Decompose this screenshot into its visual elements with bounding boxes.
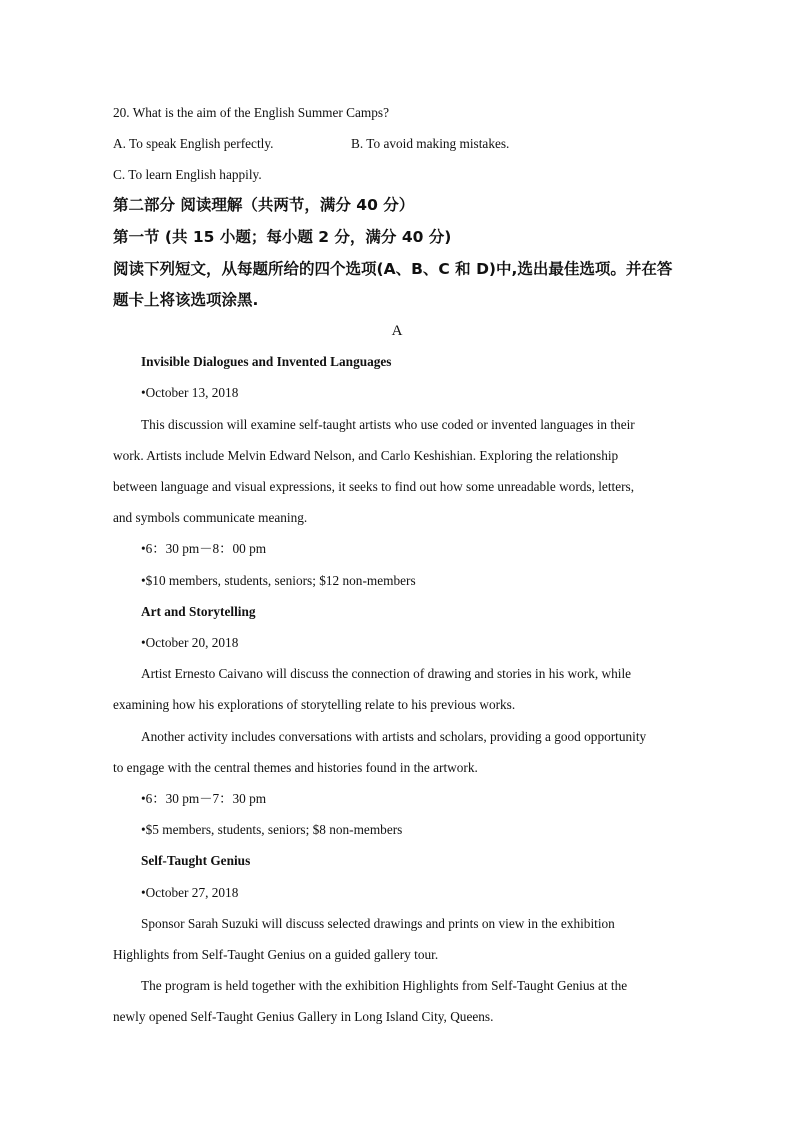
event-time: •6：30 pm－8：00 pm bbox=[141, 541, 267, 556]
event-price: •$10 members, students, seniors; $12 non-members bbox=[141, 573, 416, 588]
paragraph-line: Sponsor Sarah Suzuki will discuss selected drawings and prints on view in the exhibition bbox=[141, 916, 615, 931]
subsection-title: 第一节 (共 15 小题；每小题 2 分，满分 40 分) bbox=[113, 228, 452, 246]
option-c: C. To learn English happily. bbox=[113, 167, 262, 182]
paragraph-line: This discussion will examine self-taught artists who use coded or invented languages in their bbox=[141, 417, 635, 432]
option-a: A. To speak English perfectly. bbox=[113, 136, 274, 151]
paragraph-line: to engage with the central themes and histories found in the artwork. bbox=[113, 760, 478, 775]
event-price: •$5 members, students, seniors; $8 non-members bbox=[141, 822, 403, 837]
question-20-options-row bbox=[113, 135, 673, 153]
event-time: •6：30 pm－7：30 pm bbox=[141, 791, 267, 806]
question-20-stem: 20. What is the aim of the English Summer Camps? bbox=[113, 105, 389, 120]
instruction-line-1: 阅读下列短文，从每题所给的四个选项(A、B、C 和 D)中,选出最佳选项。并在答 bbox=[113, 260, 673, 278]
event-date: •October 27, 2018 bbox=[141, 885, 239, 900]
paragraph-line: examining how his explorations of storytelling relate to his previous works. bbox=[113, 697, 516, 712]
passage-label: A bbox=[391, 323, 403, 339]
event-title: Art and Storytelling bbox=[141, 604, 256, 619]
instruction-line-2: 题卡上将该选项涂黑. bbox=[113, 291, 259, 309]
option-b: B. To avoid making mistakes. bbox=[351, 136, 510, 151]
part-title: 第二部分 阅读理解（共两节，满分 40 分） bbox=[113, 196, 415, 214]
paragraph-line: work. Artists include Melvin Edward Nelson, and Carlo Keshishian. Exploring the relationship bbox=[113, 448, 619, 463]
event-date: •October 20, 2018 bbox=[141, 635, 239, 650]
paragraph-line: between language and visual expressions, it seeks to find out how some unreadable words, letters, bbox=[113, 479, 635, 494]
paragraph-line: Another activity includes conversations with artists and scholars, providing a good opportunity bbox=[141, 729, 647, 744]
paragraph-line: Highlights from Self-Taught Genius on a guided gallery tour. bbox=[113, 947, 439, 962]
event-date: •October 13, 2018 bbox=[141, 385, 239, 400]
event-title: Self-Taught Genius bbox=[141, 853, 251, 868]
paragraph-line: newly opened Self-Taught Genius Gallery in Long Island City, Queens. bbox=[113, 1009, 494, 1024]
paragraph-line: The program is held together with the exhibition Highlights from Self-Taught Genius at the bbox=[141, 978, 628, 993]
paragraph-line: and symbols communicate meaning. bbox=[113, 510, 308, 525]
paragraph-line: Artist Ernesto Caivano will discuss the connection of drawing and stories in his work, while bbox=[141, 666, 632, 681]
event-title: Invisible Dialogues and Invented Languages bbox=[141, 354, 392, 369]
